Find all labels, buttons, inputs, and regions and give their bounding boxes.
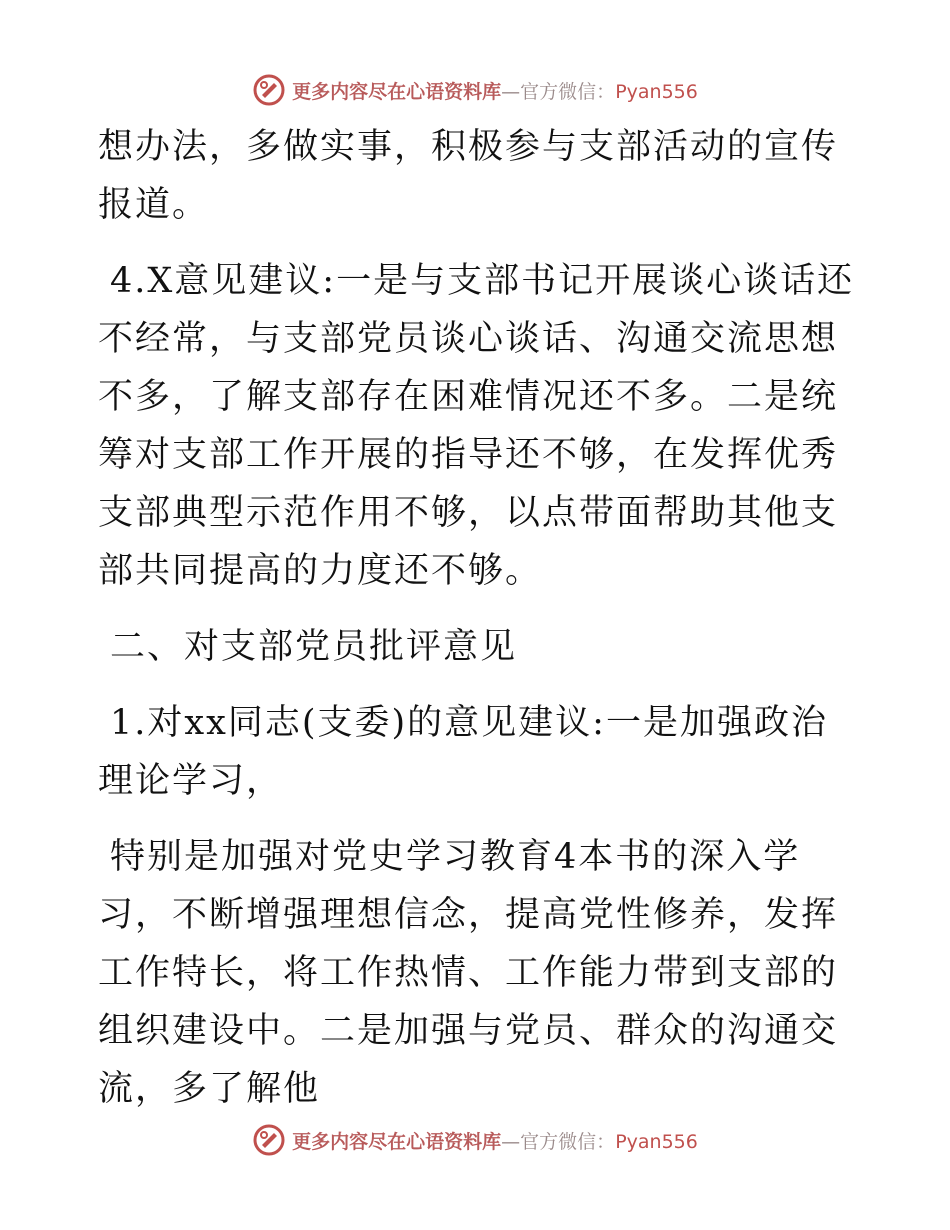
paragraph-item-4: 4.X意见建议:一是与支部书记开展谈心谈话还不经常，与支部党员谈心谈话、沟通交流思想不多，了解支部存在困难情况还不多。二是统筹对支部工作开展的指导还不够，在发挥优秀支部典型示范作用不够，以点带面帮助其他支部共同提高的力度还不够。 — [98, 261, 855, 591]
footer-watermark — [0, 1120, 950, 1160]
watermark-main: 更多内容尽在心语资料库 — [292, 80, 502, 103]
header-watermark — [0, 70, 950, 110]
watermark-main: 更多内容尽在心语资料库 — [292, 1130, 502, 1153]
paragraph-continuation: 想办法，多做实事，积极参与支部活动的宣传报道。 — [98, 127, 839, 225]
paragraph-body: 特别是加强对党史学习教育4本书的深入学习，不断增强理想信念，提高党性修养，发挥工作特长，将工作热情、工作能力带到支部的组织建设中。二是加强与党员、群众的沟通交流，多了解他 — [98, 837, 839, 1109]
watermark-handle: Pyan556 — [615, 1130, 698, 1153]
section-heading: 二、对支部党员批评意见 — [110, 627, 518, 667]
watermark-logo-icon — [252, 1123, 286, 1157]
watermark-sub: —官方微信： — [501, 1130, 616, 1153]
watermark-text — [292, 1127, 698, 1154]
watermark-text — [292, 77, 698, 104]
watermark-logo-icon — [252, 73, 286, 107]
watermark-sub: —官方微信： — [501, 80, 616, 103]
watermark-handle: Pyan556 — [615, 80, 698, 103]
document-body — [98, 118, 858, 1136]
paragraph-item-1: 1.对xx同志(支委)的意见建议:一是加强政治理论学习， — [98, 703, 828, 801]
